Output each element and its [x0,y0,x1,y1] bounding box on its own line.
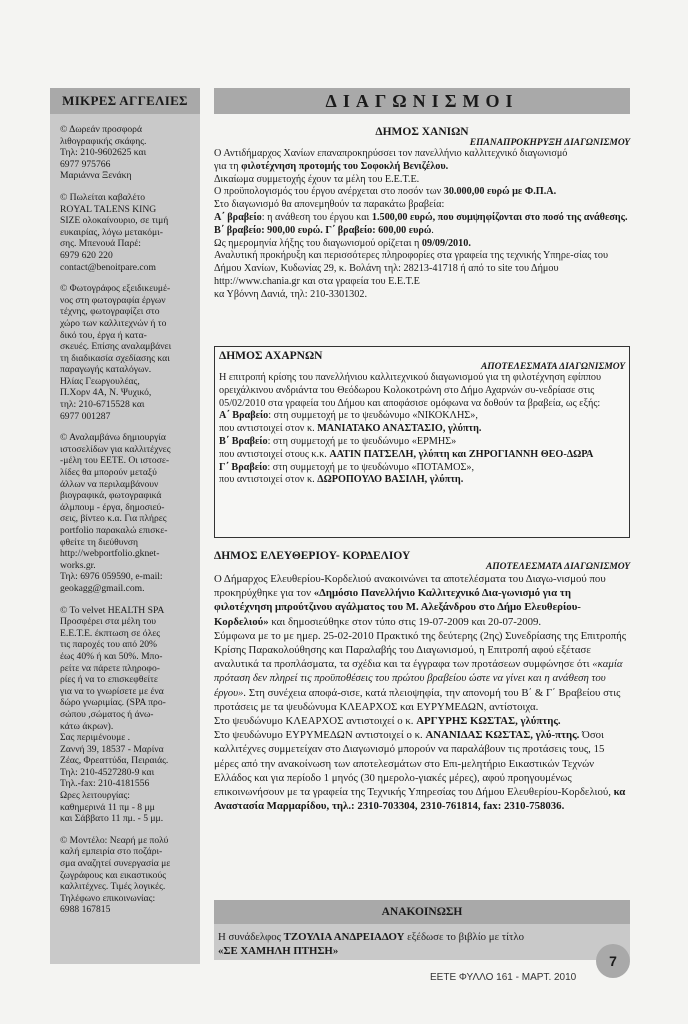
paragraph: που αντιστοιχεί στον κ. ΔΩΡΟΠΟΥΛΟ ΒΑΣΙΛΗ, γλύπτη. [219,474,464,486]
paragraph: «ΣΕ ΧΑΜΗΛΗ ΠΤΗΣΗ» [218,945,339,957]
paragraph: που αντιστοιχεί στους κ.κ. ΑΑΤΙΝ ΠΑΤΣΕΛΗ, γλύπτη και ΖΗΡΟΓΙΑΝΝΗ ΘΕΟ-ΔΩΡΑ [219,448,594,460]
classified-ad: © Φωτογράφος εξειδικευμέ- νος στη φωτογραφία έργων τέχνης, φωτογραφίζει στο χώρο των καλλιτεχνών ή το δικό του, έργα ή κατα- σκευές. Επίσης αναλαμβάνει τη διαδικασία σχεδίασης και παραγωγής καταλόγων. Ηλίας Γεωργουλέας, Π.Χορν 4Α, Ν. Ψυχικό, τηλ: 210-6715528 και 6977 001287 [60,283,172,422]
paragraph: Ως ημερομηνία λήξης του διαγωνισμού ορίζεται η 09/09/2010. [214,237,471,249]
paragraph: Α΄ Βραβείο: στη συμμετοχή με το ψευδώνυμο «ΝΙΚΟΚΛΗΣ», [219,410,478,422]
section-subtitle: ΑΠΟΤΕΛΕΣΜΑΤΑ ΔΙΑΓΩΝΙΣΜΟΥ [485,562,630,572]
section-banner: ΔΙΑΓΩΝΙΣΜΟΙ [214,88,630,114]
paragraph: κα Υβόννη Δανιά, τηλ: 210-3301302. [214,288,367,300]
sidebar-title: ΜΙΚΡΕΣ ΑΓΓΕΛΙΕΣ [50,88,200,114]
classifieds-sidebar [50,88,200,964]
paragraph: Αναλυτική προκήρυξη και περισσότερες πληροφορίες στα γραφεία της τεχνικής Υπηρε-σίας του Δήμου Χανίων, Κυδωνίας 29, κ. Βολάνη τηλ: 28213-41718 ή από το site του Δήμου http://www.chania.gr και στα γραφεία του Ε.Ε.Τ.Ε [214,250,609,287]
eleftherio-kordelio-section [214,550,630,813]
paragraph: Α΄ βραβείο: η ανάθεση του έργου και 1.500,00 ευρώ, που συμψηφίζονται στο ποσό της ανάθεσης. Β΄ βραβείο: 900,00 ευρώ. Γ΄ βραβείο: 600,00 ευρώ. [214,211,628,236]
paragraph: Η επιτροπή κρίσης του πανελλήνιου καλλιτεχνικού διαγωνισμού για τη φιλοτέχνηση εφίππου ορειχάλκινου ανδριάντα του Θεόδωρου Κολοκοτρώνη στο Δήμο Αχαρνών συ-νεδρίασε στις 05/02/2010 στα γραφεία του Δήμου και αποφάσισε ομόφωνα να δοθούν τα βραβεία, ως εξής: [219,372,602,409]
section-title: ΔΗΜΟΣ ΧΑΝΙΩΝ [375,126,469,138]
classified-ad: © Αναλαμβάνω δημιουργία ιστοσελίδων για καλλιτέχνες -μέλη του ΕΕΤΕ. Οι ιστοσε- λίδες θα μπορούν μεταξύ άλλων να περιλαμβάνουν βιογραφικά, φωτογραφικά άλμπουμ - έργα, δημοσιεύ- σεις, βίντεο κ.α. Για πλήρες portfolio παρακαλώ επισκε- φθείτε τη διεύθυνση http://webportfolio.gknet- works.gr. Τηλ: 6976 059590, e-mail: geokagg@gmail.com. [60,432,171,594]
classified-ad: © Πωλείται καβαλέτο ROYAL TALENS KING SIZE ολοκαίνουριο, σε τιμή ευκαιρίας, λόγω μετακόμι- σης. Μπενουά Παρέ: 6979 620 220 contact@benoitpare.com [60,191,169,273]
announcement-title: ΑΝΑΚΟΙΝΩΣΗ [214,900,630,924]
paragraph: Δικαίωμα συμμετοχής έχουν τα μέλη του Ε.Ε.Τ.Ε. [214,173,420,185]
paragraph: που αντιστοιχεί στον κ. ΜΑΝΙΑΤΑΚΟ ΑΝΑΣΤΑΣΙΟ, γλύπτη. [219,423,482,435]
page-footer: ΕΕΤΕ ΦΥΛΛΟ 161 - ΜΑΡΤ. 2010 [430,972,577,983]
section-title: ΔΗΜΟΣ ΑΧΑΡΝΩΝ [219,350,323,362]
section-title: ΔΗΜΟΣ ΕΛΕΥΘΕΡΙΟΥ- ΚΟΡΔΕΛΙΟΥ [214,550,411,562]
paragraph: Στο ψευδώνυμο ΕΥΡΥΜΕΔΩΝ αντιστοιχεί ο κ. ΑΝΑΝΙΔΑΣ ΚΩΣΤΑΣ, γλύ-πτης. Όσοι καλλιτέχνες συμμετείχαν στο Διαγωνισμό μπορούν να παραλάβουν τις προτάσεις τους, 15 μέρες από την ανακοίνωση των αποτελεσμάτων στο Επι-μελητήριο Εικαστικών Τεχνών Ελλάδος και για περίοδο 1 μηνός (30 ημερολο-γιακές μέρες), αφού προηγουμένως επικοινωνήσουν με τα γραφεία της Τεχνικής Υπηρεσίας του Δήμου Ελευθερίου-Κορδελιού, κα Αναστασία Μαρμαρίδου, τηλ.: 2310-703304, 2310-761814, fax: 2310-758036. [214,729,626,813]
section-subtitle: ΑΠΟΤΕΛΕΣΜΑΤΑ ΔΙΑΓΩΝΙΣΜΟΥ [480,362,625,372]
paragraph: Στο διαγωνισμό θα απονεμηθούν τα παρακάτω βραβεία: [214,199,445,211]
paragraph: Β΄ Βραβείο: στη συμμετοχή με το ψευδώνυμο «ΕΡΜΗΣ» [219,435,457,447]
classified-ad: © Δωρεάν προσφορά λιθογραφικής σκάφης. Τηλ: 210-9602625 και 6977 975766 Μαριάννα Ξενάκη [60,124,147,182]
chania-section [214,126,630,302]
competitions-main [214,88,630,957]
paragraph: Ο προϋπολογισμός του έργου ανέρχεται στο ποσόν των 30.000,00 ευρώ με Φ.Π.Α. [214,186,557,198]
paragraph: Ο Αντιδήμαρχος Χανίων επαναπροκηρύσσει τον πανελλήνιο καλλιτεχνικό διαγωνισμό [214,148,568,159]
paragraph: για τη φιλοτέχνηση προτομής του Σοφοκλή Βενιζέλου. [214,160,449,172]
section-subtitle: ΕΠΑΝΑΠΡΟΚΗΡΥΞΗ ΔΙΑΓΩΝΙΣΜΟΥ [469,138,630,148]
announcement-body [214,924,630,960]
paragraph: Γ΄ Βραβείο: στη συμμετοχή με το ψευδώνυμο «ΠΟΤΑΜΟΣ», [219,461,475,473]
paragraph: Στο ψευδώνυμο ΚΛΕΑΡΧΟΣ αντιστοιχεί ο κ. ΑΡΓΥΡΗΣ ΚΩΣΤΑΣ, γλύπτης. [214,715,561,728]
announcement-section [214,900,630,960]
page-number: 7 [596,944,630,978]
paragraph: Ο Δήμαρχος Ελευθερίου-Κορδελιού ανακοινώνει τα αποτελέσματα του Διαγω-νισμού που προκηρύχθηκε για τον «Δημόσιο Πανελλήνιο Καλλιτεχνικό Δια-γωνισμό για τη φιλοτέχνηση μπρούτζινου αγάλματος του Μ. Αλεξάνδρου στο Δήμο Ελευθερίου-Κορδελιού» και δημοσιεύθηκε στον τύπο στις 19-07-2009 και 20-07-2009. [214,573,606,628]
paragraph: Σύμφωνα με το με ημερ. 25-02-2010 Πρακτικό της δεύτερης (2ης) Συνεδρίασης της Επιτροπής Κρίσης Παρακολούθησης και Παραλαβής του Διαγωνισμού, η Επιτροπή αφού εξέτασε αναλυτικά τα προπλάσματα, τα σχέδια και τα έγγραφα των προτάσεων συμφώνησε ότι «καμία πρόταση δεν πληρεί τις προϋποθέσεις του πρώτου βραβείου ώστε να γίνει και η ανάθεση του έργου». Στη συνέχεια αποφά-σισε, κατά πλειοψηφία, την απονομή του Β΄ & Γ΄ Βραβείου στις προτάσεις με τα ψευδώνυμα ΚΛΕΑΡΧΟΣ και ΕΥΡΥΜΕΔΩΝ, αντίστοιχα. [214,629,627,713]
classified-ad: © Μοντέλο: Νεαρή με πολύ καλή εμπειρία στο ποζάρι- σμα αναζητεί συνεργασία με ζωγράφους και εικαστικούς καλλιτέχνες. Τιμές λογικές. Τηλέφωνο επικοινωνίας: 6988 167815 [60,834,171,916]
paragraph: Η συνάδελφος ΤΖΟΥΛΙΑ ΑΝΔΡΕΙΑΔΟΥ εξέδωσε το βιβλίο με τίτλο [218,931,525,943]
classified-ad: © Το velvet HEALTH SPA Προσφέρει στα μέλη του Ε.Ε.Τ.Ε. έκπτωση σε όλες τις παροχές του από 20% έως 40% ή και 50%. Μπο- ρείτε να πάρετε πληροφο- ρίες ή να το επισκεφθείτε για να το γνωρίσετε με ένα δώρο γνωριμίας. (SPA προ- σώπου ,σώματος ή άνω- κάτω άκρων). Σας περιμένουμε . Ζαννή 39, 18537 - Μαρίνα Ζέας, Φρεαττύδα, Πειραιάς. Τηλ: 210-4527280-9 και Τηλ.-fax: 210-4181556 Ωρες λειτουργίας: καθημερινά 11 πμ - 8 μμ και Σάββατο 11 πμ. - 5 μμ. [60,604,169,825]
acharnes-box [214,346,630,538]
